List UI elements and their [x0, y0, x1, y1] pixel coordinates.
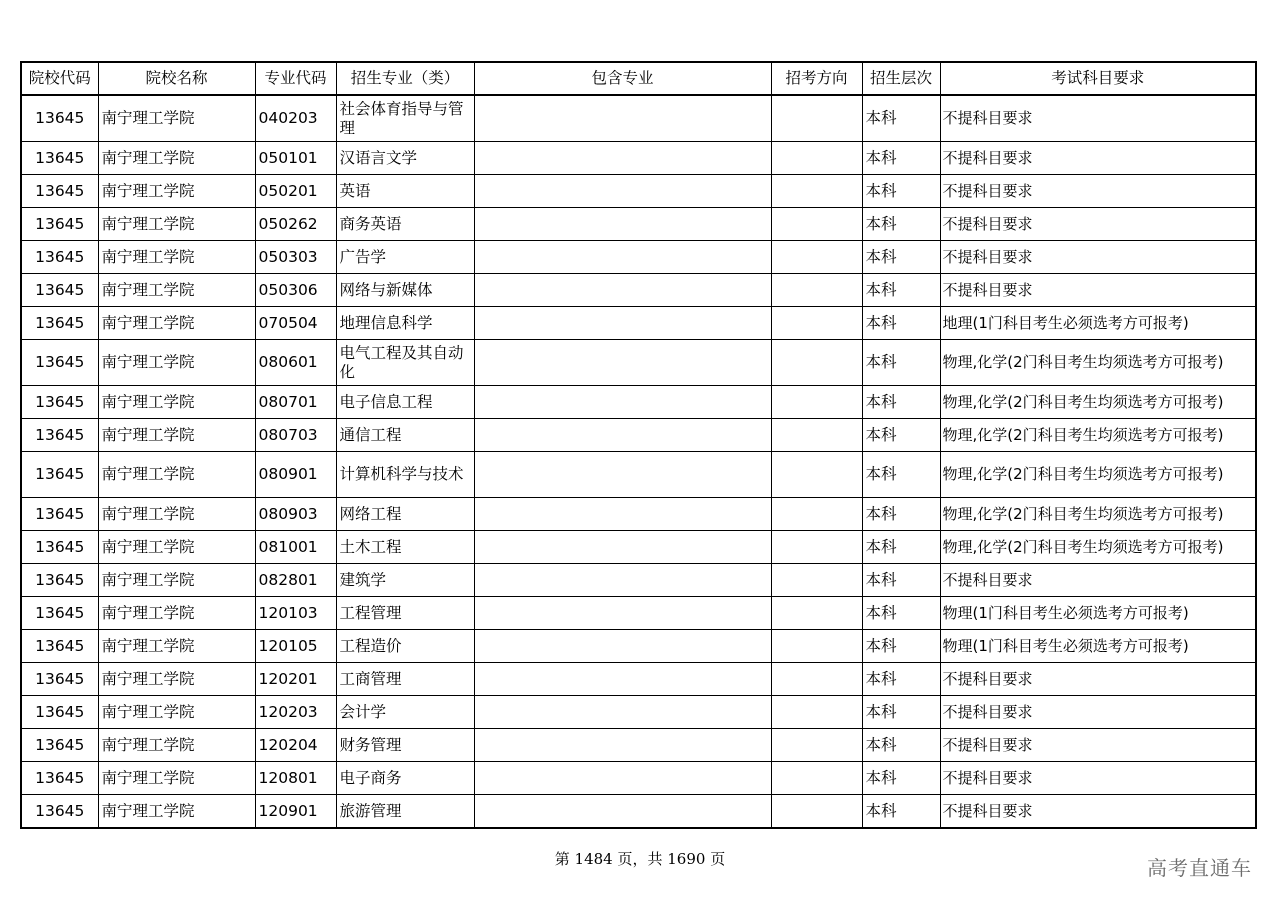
cell-school-code: 13645: [21, 630, 98, 663]
cell-direction: [771, 452, 862, 498]
cell-major: 电气工程及其自动化: [336, 340, 474, 386]
cell-school-name: 南宁理工学院: [98, 696, 255, 729]
cell-requirement: 物理(1门科目考生必须选考方可报考): [940, 630, 1256, 663]
cell-included-majors: [474, 419, 771, 452]
cell-included-majors: [474, 630, 771, 663]
cell-requirement: 不提科目要求: [940, 795, 1256, 829]
cell-school-name: 南宁理工学院: [98, 274, 255, 307]
cell-included-majors: [474, 452, 771, 498]
cell-requirement: 物理(1门科目考生必须选考方可报考): [940, 597, 1256, 630]
cell-major-code: 120103: [255, 597, 336, 630]
cell-level: 本科: [862, 795, 940, 829]
cell-major-code: 050303: [255, 241, 336, 274]
header-requirement: 考试科目要求: [940, 62, 1256, 95]
cell-included-majors: [474, 531, 771, 564]
watermark: 高考直通车: [1147, 856, 1252, 880]
admission-table: [20, 61, 1257, 829]
cell-level: 本科: [862, 630, 940, 663]
table-row: [21, 208, 1256, 241]
header-school-code: 院校代码: [21, 62, 98, 95]
cell-school-name: 南宁理工学院: [98, 340, 255, 386]
cell-major: 地理信息科学: [336, 307, 474, 340]
cell-school-code: 13645: [21, 142, 98, 175]
cell-school-name: 南宁理工学院: [98, 175, 255, 208]
table-row: [21, 630, 1256, 663]
header-school-name: 院校名称: [98, 62, 255, 95]
header-major: 招生专业（类）: [336, 62, 474, 95]
cell-requirement: 物理,化学(2门科目考生均须选考方可报考): [940, 386, 1256, 419]
cell-direction: [771, 597, 862, 630]
cell-school-code: 13645: [21, 386, 98, 419]
cell-school-code: 13645: [21, 241, 98, 274]
cell-major: 通信工程: [336, 419, 474, 452]
cell-major-code: 120204: [255, 729, 336, 762]
cell-level: 本科: [862, 729, 940, 762]
cell-included-majors: [474, 208, 771, 241]
cell-school-code: 13645: [21, 696, 98, 729]
cell-school-name: 南宁理工学院: [98, 208, 255, 241]
cell-major: 电子商务: [336, 762, 474, 795]
cell-level: 本科: [862, 597, 940, 630]
table-row: [21, 274, 1256, 307]
cell-school-name: 南宁理工学院: [98, 795, 255, 829]
cell-direction: [771, 274, 862, 307]
cell-school-name: 南宁理工学院: [98, 142, 255, 175]
cell-school-code: 13645: [21, 498, 98, 531]
table-row: [21, 795, 1256, 829]
cell-major-code: 050201: [255, 175, 336, 208]
cell-school-name: 南宁理工学院: [98, 531, 255, 564]
cell-direction: [771, 729, 862, 762]
table-row: [21, 95, 1256, 142]
cell-included-majors: [474, 795, 771, 829]
cell-included-majors: [474, 696, 771, 729]
table-row: [21, 564, 1256, 597]
cell-major-code: 120801: [255, 762, 336, 795]
cell-included-majors: [474, 274, 771, 307]
table-row: [21, 175, 1256, 208]
cell-major: 工商管理: [336, 663, 474, 696]
header-included-majors: 包含专业: [474, 62, 771, 95]
cell-included-majors: [474, 95, 771, 142]
table-row: [21, 696, 1256, 729]
table-row: [21, 307, 1256, 340]
cell-school-name: 南宁理工学院: [98, 564, 255, 597]
cell-major-code: 120201: [255, 663, 336, 696]
header-major-code: 专业代码: [255, 62, 336, 95]
cell-included-majors: [474, 142, 771, 175]
table-row: [21, 597, 1256, 630]
cell-direction: [771, 307, 862, 340]
table-row: [21, 663, 1256, 696]
cell-major-code: 050262: [255, 208, 336, 241]
cell-level: 本科: [862, 340, 940, 386]
cell-major: 网络工程: [336, 498, 474, 531]
cell-direction: [771, 340, 862, 386]
table-row: [21, 452, 1256, 498]
cell-level: 本科: [862, 531, 940, 564]
cell-included-majors: [474, 729, 771, 762]
cell-major: 旅游管理: [336, 795, 474, 829]
cell-direction: [771, 241, 862, 274]
header-direction: 招考方向: [771, 62, 862, 95]
cell-major: 会计学: [336, 696, 474, 729]
header-level: 招生层次: [862, 62, 940, 95]
cell-school-code: 13645: [21, 95, 98, 142]
cell-requirement: 物理,化学(2门科目考生均须选考方可报考): [940, 498, 1256, 531]
table-row: [21, 419, 1256, 452]
cell-school-name: 南宁理工学院: [98, 95, 255, 142]
table-row: [21, 729, 1256, 762]
cell-major: 电子信息工程: [336, 386, 474, 419]
cell-major: 商务英语: [336, 208, 474, 241]
table-row: [21, 531, 1256, 564]
cell-included-majors: [474, 762, 771, 795]
cell-major: 英语: [336, 175, 474, 208]
cell-school-name: 南宁理工学院: [98, 241, 255, 274]
cell-level: 本科: [862, 663, 940, 696]
cell-direction: [771, 795, 862, 829]
cell-school-name: 南宁理工学院: [98, 729, 255, 762]
cell-school-name: 南宁理工学院: [98, 386, 255, 419]
cell-requirement: 物理,化学(2门科目考生均须选考方可报考): [940, 531, 1256, 564]
table-row: [21, 142, 1256, 175]
cell-direction: [771, 386, 862, 419]
cell-school-code: 13645: [21, 175, 98, 208]
cell-direction: [771, 630, 862, 663]
cell-included-majors: [474, 498, 771, 531]
cell-school-code: 13645: [21, 663, 98, 696]
cell-school-code: 13645: [21, 208, 98, 241]
cell-direction: [771, 696, 862, 729]
cell-included-majors: [474, 663, 771, 696]
cell-level: 本科: [862, 142, 940, 175]
cell-level: 本科: [862, 419, 940, 452]
cell-direction: [771, 762, 862, 795]
cell-direction: [771, 531, 862, 564]
cell-included-majors: [474, 340, 771, 386]
cell-school-name: 南宁理工学院: [98, 762, 255, 795]
cell-requirement: 不提科目要求: [940, 696, 1256, 729]
cell-major-code: 050101: [255, 142, 336, 175]
cell-requirement: 物理,化学(2门科目考生均须选考方可报考): [940, 340, 1256, 386]
cell-major: 网络与新媒体: [336, 274, 474, 307]
cell-level: 本科: [862, 274, 940, 307]
cell-level: 本科: [862, 208, 940, 241]
cell-included-majors: [474, 241, 771, 274]
cell-level: 本科: [862, 498, 940, 531]
cell-school-code: 13645: [21, 564, 98, 597]
cell-level: 本科: [862, 564, 940, 597]
cell-major-code: 120105: [255, 630, 336, 663]
cell-direction: [771, 175, 862, 208]
cell-direction: [771, 419, 862, 452]
cell-school-code: 13645: [21, 307, 98, 340]
table-row: [21, 340, 1256, 386]
cell-major-code: 120203: [255, 696, 336, 729]
table-row: [21, 498, 1256, 531]
cell-included-majors: [474, 564, 771, 597]
cell-major-code: 081001: [255, 531, 336, 564]
cell-direction: [771, 498, 862, 531]
cell-major-code: 080903: [255, 498, 336, 531]
cell-school-code: 13645: [21, 729, 98, 762]
cell-level: 本科: [862, 696, 940, 729]
cell-school-code: 13645: [21, 795, 98, 829]
cell-school-name: 南宁理工学院: [98, 419, 255, 452]
cell-level: 本科: [862, 452, 940, 498]
cell-requirement: 物理,化学(2门科目考生均须选考方可报考): [940, 419, 1256, 452]
cell-direction: [771, 564, 862, 597]
cell-school-name: 南宁理工学院: [98, 663, 255, 696]
cell-major: 工程管理: [336, 597, 474, 630]
table-body: [21, 95, 1256, 828]
page-number: 第 1484 页，共 1690 页: [554, 850, 726, 868]
cell-major-code: 070504: [255, 307, 336, 340]
cell-requirement: 不提科目要求: [940, 95, 1256, 142]
cell-level: 本科: [862, 386, 940, 419]
cell-requirement: 不提科目要求: [940, 274, 1256, 307]
cell-major-code: 040203: [255, 95, 336, 142]
cell-school-code: 13645: [21, 452, 98, 498]
cell-level: 本科: [862, 95, 940, 142]
table-row: [21, 386, 1256, 419]
cell-major-code: 080703: [255, 419, 336, 452]
cell-included-majors: [474, 597, 771, 630]
cell-requirement: 不提科目要求: [940, 241, 1256, 274]
cell-requirement: 不提科目要求: [940, 208, 1256, 241]
cell-level: 本科: [862, 175, 940, 208]
cell-requirement: 不提科目要求: [940, 175, 1256, 208]
cell-direction: [771, 142, 862, 175]
cell-major: 计算机科学与技术: [336, 452, 474, 498]
cell-included-majors: [474, 307, 771, 340]
cell-school-name: 南宁理工学院: [98, 498, 255, 531]
cell-major-code: 050306: [255, 274, 336, 307]
cell-direction: [771, 208, 862, 241]
cell-level: 本科: [862, 762, 940, 795]
cell-school-name: 南宁理工学院: [98, 452, 255, 498]
cell-direction: [771, 95, 862, 142]
cell-requirement: 物理,化学(2门科目考生均须选考方可报考): [940, 452, 1256, 498]
cell-school-name: 南宁理工学院: [98, 630, 255, 663]
cell-school-code: 13645: [21, 597, 98, 630]
cell-requirement: 不提科目要求: [940, 142, 1256, 175]
cell-major: 土木工程: [336, 531, 474, 564]
cell-major-code: 080601: [255, 340, 336, 386]
cell-school-code: 13645: [21, 340, 98, 386]
cell-major-code: 120901: [255, 795, 336, 829]
cell-requirement: 不提科目要求: [940, 663, 1256, 696]
cell-school-code: 13645: [21, 419, 98, 452]
cell-requirement: 不提科目要求: [940, 564, 1256, 597]
cell-major-code: 080901: [255, 452, 336, 498]
cell-school-code: 13645: [21, 274, 98, 307]
cell-major: 财务管理: [336, 729, 474, 762]
cell-major: 汉语言文学: [336, 142, 474, 175]
cell-major: 社会体育指导与管理: [336, 95, 474, 142]
cell-major: 建筑学: [336, 564, 474, 597]
cell-major: 广告学: [336, 241, 474, 274]
table-row: [21, 762, 1256, 795]
cell-requirement: 地理(1门科目考生必须选考方可报考): [940, 307, 1256, 340]
cell-direction: [771, 663, 862, 696]
cell-included-majors: [474, 386, 771, 419]
cell-major-code: 082801: [255, 564, 336, 597]
header-row: [21, 62, 1256, 95]
cell-school-name: 南宁理工学院: [98, 307, 255, 340]
cell-requirement: 不提科目要求: [940, 729, 1256, 762]
cell-school-code: 13645: [21, 762, 98, 795]
cell-level: 本科: [862, 307, 940, 340]
cell-requirement: 不提科目要求: [940, 762, 1256, 795]
cell-school-name: 南宁理工学院: [98, 597, 255, 630]
table-row: [21, 241, 1256, 274]
cell-major-code: 080701: [255, 386, 336, 419]
cell-included-majors: [474, 175, 771, 208]
cell-level: 本科: [862, 241, 940, 274]
cell-school-code: 13645: [21, 531, 98, 564]
cell-major: 工程造价: [336, 630, 474, 663]
